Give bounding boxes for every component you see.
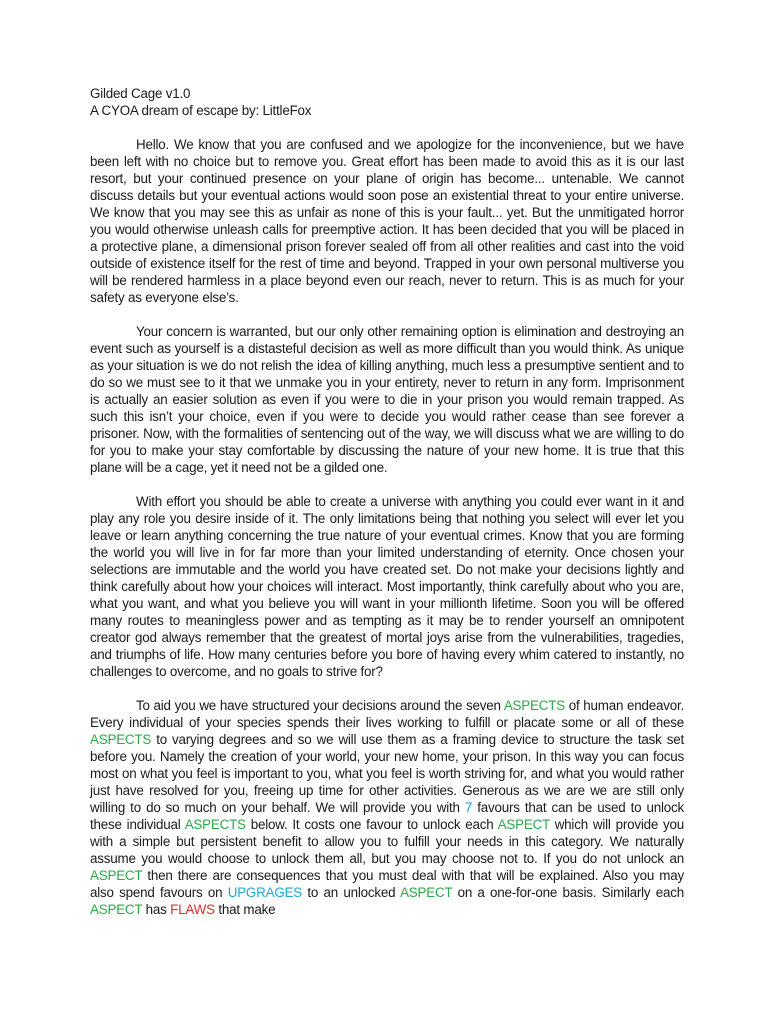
paragraph-text: Your concern is warranted, but our only other remaining option is elimination and destroying an event such as yourself is a distasteful decision as well as more difficult than you would think. As unique as your situation is we do not relish the idea of killing anything, much less a presumptive sentient and to do so we must see to it that we unmake you in your entirety, never to return in any form. Imprisonment is actually an easier solution as even if you were to die in your prison you would remain trapped. As such this isn’t your choice, even if you were to decide you would rather cease than see forever a prisoner. Now, with the formalities of sentencing out of the way, we will discuss what we are willing to do for you to make your stay comfortable by discussing the nature of your new home. It is true that this plane will be a cage, yet it need not be a gilded one.: [90, 324, 684, 475]
document-body: [90, 136, 684, 918]
paragraph-text: favours that can be used to unlock these individual: [90, 800, 684, 832]
highlighted-keyword: FLAWS: [170, 902, 215, 917]
paragraph-text: then there are consequences that you must deal with that will be explained. Also you may also spend favours on: [90, 868, 684, 900]
body-paragraph: [90, 136, 684, 306]
highlighted-keyword: ASPECT: [497, 817, 550, 832]
paragraph-text: has: [142, 902, 171, 917]
paragraph-text: to varying degrees and so we will use them as a framing device to structure the task set before you. Namely the creation of your world, your new home, your prison. In this way you can focus most on what you feel is important to you, what you feel is worth striving for, and what you would rather just have resolved for you, freeing up time for other activities. Generous as we are we are still only willing to do so much on your behalf. We will provide you with: [90, 732, 684, 815]
highlighted-keyword: ASPECTS: [90, 732, 152, 747]
paragraph-text: which will provide you with a simple but persistent benefit to allow you to fulfill your needs in this category. We naturally assume you would choose to unlock them all, but you may choose not to. If you do not unlock an: [90, 817, 685, 866]
paragraph-text: that make: [214, 902, 276, 917]
paragraph-text: With effort you should be able to create a universe with anything you could ever want in it and play any role you desire inside of it. The only limitations being that nothing you select will ever let you leave or learn anything concerning the true nature of your eventual crimes. Know that you are forming the world you will live in for far more than your limited understanding of eternity. Once chosen your selections are immutable and the world you have created set. Do not make your decisions lightly and think carefully about how your choices will interact. Most importantly, think carefully about who you are, what you want, and what you believe you will want in your millionth lifetime. Soon you will be offered many routes to meaningless power and as tempting as it may be to render yourself an omnipotent creator god always remember that the greatest of mortal joys arise from the vulnerabilities, tragedies, and triumphs of life. How many centuries before you bore of having every whim catered to instantly, no challenges to overcome, and no goals to strive for?: [90, 494, 684, 679]
paragraph-text: of human endeavor. Every individual of your species spends their lives working to fulfill or placate some or all of these: [90, 698, 684, 730]
body-paragraph: [90, 323, 684, 476]
paragraph-text: Hello. We know that you are confused and we apologize for the inconvenience, but we have been left with no choice but to remove you. Great effort has been made to avoid this as it is our last resort, but your continued presence on your plane of origin has become... untenable. We cannot discuss details but your eventual actions would soon pose an existential threat to your entire universe. We know that you may see this as unfair as none of this is your fault... yet. But the unmitigated horror you would otherwise unleash calls for preemptive action. It has been decided that you will be placed in a protective plane, a dimensional prison forever sealed off from all other realities and cast into the void outside of existence itself for the rest of time and beyond. Trapped in your own personal multiverse you will be rendered harmless in a place beyond even our reach, never to return. This is as much for your safety as everyone else’s.: [90, 137, 684, 305]
body-paragraph: [90, 697, 684, 918]
title-block: [90, 85, 684, 119]
document-page: [90, 85, 684, 918]
body-paragraph: [90, 493, 684, 680]
highlighted-keyword: 7: [464, 800, 473, 815]
highlighted-keyword: ASPECT: [400, 885, 453, 900]
paragraph-text: To aid you we have structured your decisions around the seven: [136, 698, 504, 713]
highlighted-keyword: ASPECTS: [503, 698, 565, 713]
highlighted-keyword: ASPECTS: [184, 817, 246, 832]
highlighted-keyword: ASPECT: [90, 902, 143, 917]
document-title: Gilded Cage v1.0: [90, 86, 191, 101]
paragraph-text: to an unlocked: [302, 885, 401, 900]
highlighted-keyword: ASPECT: [90, 868, 143, 883]
highlighted-keyword: UPGRAGES: [227, 885, 303, 900]
paragraph-text: below. It costs one favour to unlock each: [245, 817, 498, 832]
document-subtitle: A CYOA dream of escape by: LittleFox: [90, 103, 312, 118]
paragraph-text: on a one-for-one basis. Similarly each: [452, 885, 684, 900]
